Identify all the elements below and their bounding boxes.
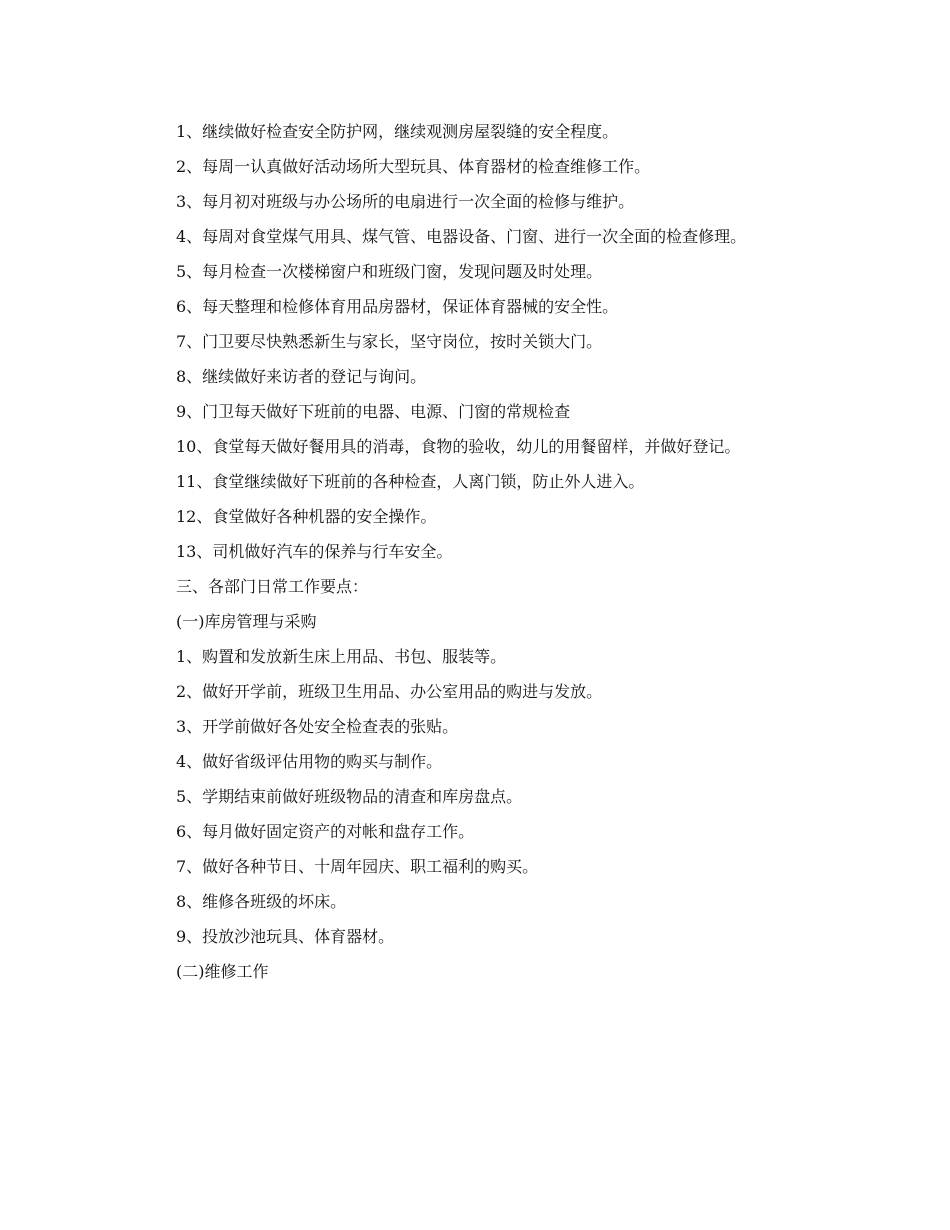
paragraph-fixed-assets: 6、每月做好固定资产的对帐和盘存工作。	[176, 822, 475, 841]
paragraph-canteen-closing: 11、食堂继续做好下班前的各种检查，人离门锁，防止外人进入。	[176, 472, 645, 491]
paragraph-sports-room: 6、每天整理和检修体育用品房器材，保证体育器械的安全性。	[176, 297, 619, 316]
paragraph-stairs-windows: 5、每月检查一次楼梯窗户和班级门窗，发现问题及时处理。	[176, 262, 603, 281]
subsection-heading-warehouse: (一)库房管理与采购	[176, 612, 317, 631]
paragraph-weekly-equipment-check: 2、每周一认真做好活动场所大型玩具、体育器材的检查维修工作。	[176, 157, 651, 176]
paragraph-safety-net: 1、继续做好检查安全防护网，继续观测房屋裂缝的安全程度。	[176, 122, 619, 141]
paragraph-gatekeeper-duty: 7、门卫要尽快熟悉新生与家长，坚守岗位，按时关锁大门。	[176, 332, 603, 351]
section-heading-department-tasks: 三、各部门日常工作要点：	[176, 577, 369, 596]
paragraph-evaluation-materials: 4、做好省级评估用物的购买与制作。	[176, 752, 443, 771]
paragraph-bedding-supplies: 1、购置和发放新生床上用品、书包、服装等。	[176, 647, 507, 666]
paragraph-bed-repair: 8、维修各班级的坏床。	[176, 892, 347, 911]
subsection-heading-maintenance: (二)维修工作	[176, 962, 269, 981]
paragraph-gatekeeper-check: 9、门卫每天做好下班前的电器、电源、门窗的常规检查	[176, 402, 571, 421]
paragraph-sandpit-toys: 9、投放沙池玩具、体育器材。	[176, 927, 395, 946]
document-body	[141, 114, 807, 989]
paragraph-safety-checklists: 3、开学前做好各处安全检查表的张贴。	[176, 717, 459, 736]
paragraph-inventory-check: 5、学期结束前做好班级物品的清查和库房盘点。	[176, 787, 523, 806]
paragraph-visitor-registration: 8、继续做好来访者的登记与询问。	[176, 367, 427, 386]
paragraph-canteen-machines: 12、食堂做好各种机器的安全操作。	[176, 507, 437, 526]
paragraph-festival-purchases: 7、做好各种节日、十周年园庆、职工福利的购买。	[176, 857, 539, 876]
paragraph-canteen-gas-check: 4、每周对食堂煤气用具、煤气管、电器设备、门窗、进行一次全面的检查修理。	[176, 227, 747, 246]
paragraph-driver-safety: 13、司机做好汽车的保养与行车安全。	[176, 542, 453, 561]
paragraph-hygiene-office-supplies: 2、做好开学前，班级卫生用品、办公室用品的购进与发放。	[176, 682, 603, 701]
paragraph-canteen-disinfection: 10、食堂每天做好餐用具的消毒，食物的验收，幼儿的用餐留样，并做好登记。	[176, 437, 741, 456]
paragraph-fan-maintenance: 3、每月初对班级与办公场所的电扇进行一次全面的检修与维护。	[176, 192, 635, 211]
